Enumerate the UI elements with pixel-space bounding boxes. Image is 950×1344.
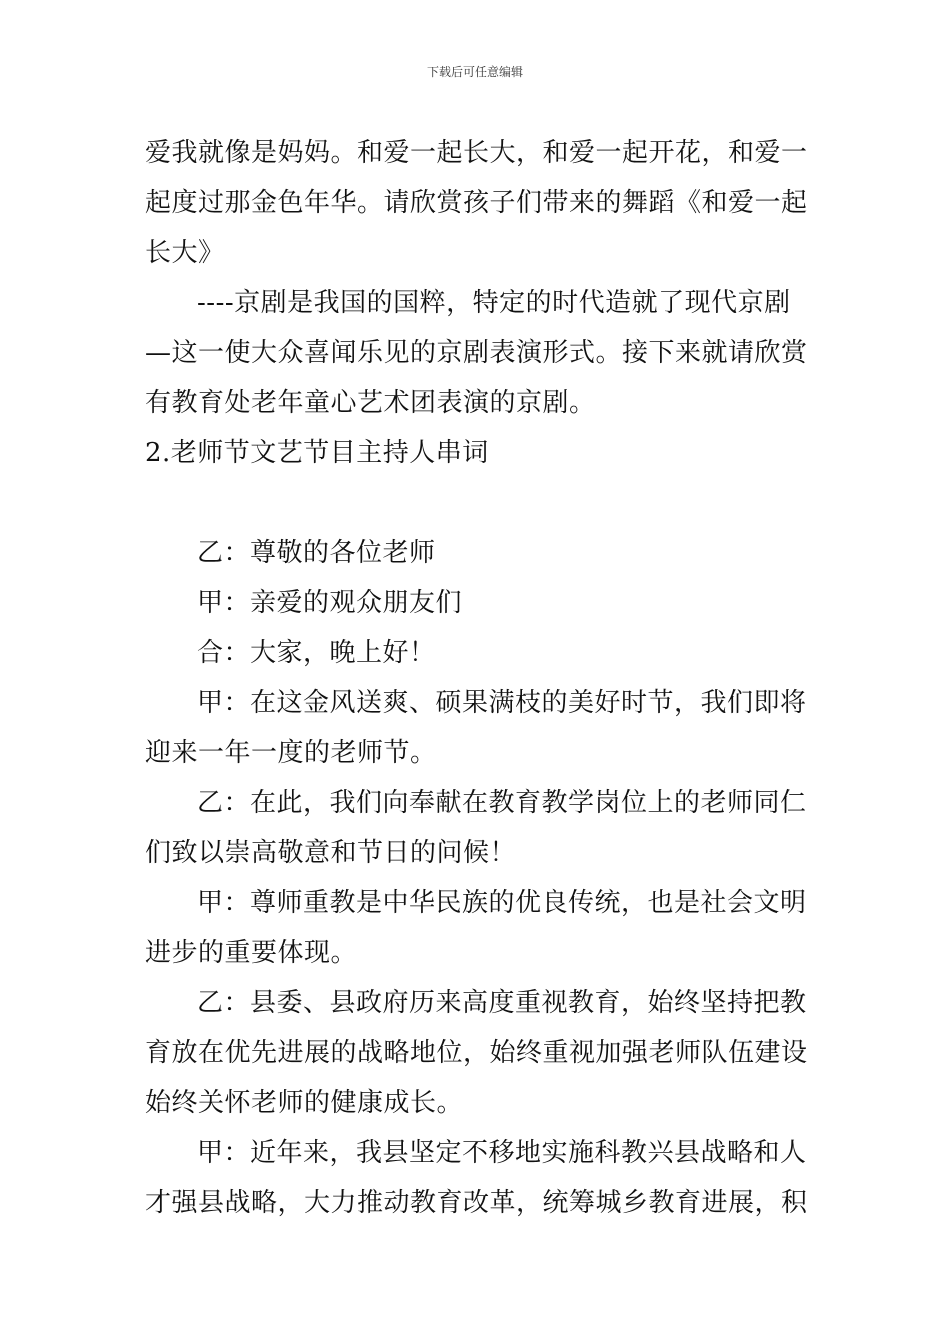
blank-line [145, 478, 810, 528]
text-line: ----京剧是我国的国粹，特定的时代造就了现代京剧 [197, 288, 791, 318]
text-line: 有教育处老年童心艺术团表演的京剧。 [145, 388, 596, 418]
text-line: 甲：近年来，我县坚定不移地实施科教兴县战略和人 [197, 1138, 807, 1168]
text-line: 甲：亲爱的观众朋友们 [197, 588, 463, 618]
section-heading: 2.老师节文艺节目主持人串词 [145, 438, 489, 468]
text-line: 乙：在此，我们向奉献在教育教学岗位上的老师同仁 [197, 788, 807, 818]
text-line: 进步的重要体现。 [145, 938, 358, 968]
text-line: 乙：县委、县政府历来高度重视教育，始终坚持把教 [197, 988, 807, 1018]
text-line: 长大》 [145, 238, 225, 268]
text-line: 始终关怀老师的健康成长。 [145, 1088, 464, 1118]
text-line: 起度过那金色年华。请欣赏孩子们带来的舞蹈《和爱一起 [145, 188, 808, 218]
text-line: 甲：在这金风送爽、硕果满枝的美好时节，我们即将 [197, 688, 807, 718]
text-line: 才强县战略，大力推动教育改革，统筹城乡教育进展，积 [145, 1188, 808, 1218]
text-line: 甲：尊师重教是中华民族的优良传统，也是社会文明 [197, 888, 807, 918]
text-line: 合：大家，晚上好！ [197, 638, 436, 668]
page-header: 下载后可任意编辑 [426, 65, 523, 79]
document-body [145, 128, 810, 1228]
text-line: 迎来一年一度的老师节。 [145, 738, 437, 768]
text-line: 们致以崇高敬意和节日的问候！ [145, 838, 517, 868]
text-line: 育放在优先进展的战略地位，始终重视加强老师队伍建设 [145, 1038, 808, 1068]
text-line: 爱我就像是妈妈。和爱一起长大，和爱一起开花，和爱一 [145, 138, 808, 168]
text-line: 乙：尊敬的各位老师 [197, 538, 436, 568]
text-line: —这一使大众喜闻乐见的京剧表演形式。接下来就请欣赏 [145, 338, 808, 368]
